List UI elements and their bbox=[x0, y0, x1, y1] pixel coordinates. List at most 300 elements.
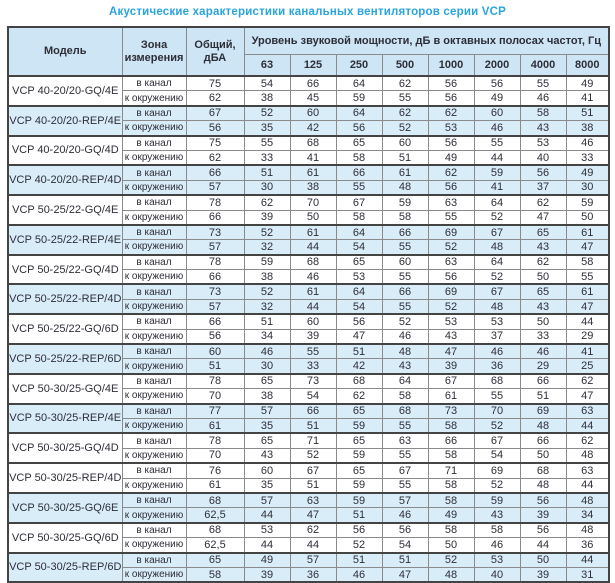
measurement-zone-cell: в канал bbox=[122, 344, 186, 359]
band-level-cell: 56 bbox=[428, 136, 474, 151]
band-level-cell: 55 bbox=[382, 270, 428, 285]
table-row bbox=[8, 165, 609, 180]
band-level-cell: 39 bbox=[520, 508, 566, 523]
band-level-cell: 46 bbox=[474, 344, 520, 359]
model-name-cell: VCP 50-25/22-GQ/6D bbox=[8, 314, 122, 344]
total-dba-cell: 70 bbox=[186, 448, 244, 463]
band-level-cell: 58 bbox=[336, 210, 382, 225]
total-dba-cell: 75 bbox=[186, 136, 244, 151]
band-level-cell: 63 bbox=[566, 404, 609, 419]
band-level-cell: 70 bbox=[290, 195, 336, 210]
band-level-cell: 37 bbox=[474, 329, 520, 344]
table-row bbox=[8, 225, 609, 240]
band-level-cell: 53 bbox=[428, 314, 474, 329]
band-level-cell: 68 bbox=[290, 136, 336, 151]
band-level-cell: 32 bbox=[244, 299, 290, 314]
band-level-cell: 73 bbox=[428, 404, 474, 419]
measurement-zone-cell: к окружению bbox=[122, 210, 186, 225]
total-dba-cell: 56 bbox=[186, 329, 244, 344]
measurement-zone-cell: к окружению bbox=[122, 91, 186, 106]
band-level-cell: 68 bbox=[474, 374, 520, 389]
measurement-zone-cell: к окружению bbox=[122, 508, 186, 523]
band-level-cell: 52 bbox=[428, 299, 474, 314]
band-level-cell: 47 bbox=[566, 240, 609, 255]
band-level-cell: 68 bbox=[290, 255, 336, 270]
band-level-cell: 48 bbox=[474, 240, 520, 255]
band-level-cell: 47 bbox=[520, 210, 566, 225]
band-level-cell: 39 bbox=[428, 359, 474, 374]
column-header-model: Модель bbox=[8, 27, 122, 76]
table-row bbox=[8, 136, 609, 151]
band-level-cell: 49 bbox=[428, 150, 474, 165]
freq-header-63: 63 bbox=[244, 55, 290, 77]
band-level-cell: 60 bbox=[382, 255, 428, 270]
band-level-cell: 55 bbox=[474, 136, 520, 151]
total-dba-cell: 66 bbox=[186, 210, 244, 225]
band-level-cell: 50 bbox=[520, 314, 566, 329]
band-level-cell: 53 bbox=[336, 270, 382, 285]
band-level-cell: 44 bbox=[290, 538, 336, 553]
band-level-cell: 54 bbox=[244, 76, 290, 91]
table-row bbox=[8, 433, 609, 448]
measurement-zone-cell: в канал bbox=[122, 76, 186, 91]
band-level-cell: 62 bbox=[566, 433, 609, 448]
band-level-cell: 63 bbox=[566, 463, 609, 478]
model-name-cell: VCP 40-20/20-GQ/4D bbox=[8, 136, 122, 166]
total-dba-cell: 62,5 bbox=[186, 538, 244, 553]
total-dba-cell: 51 bbox=[186, 359, 244, 374]
band-level-cell: 53 bbox=[428, 121, 474, 136]
band-level-cell: 61 bbox=[428, 389, 474, 404]
measurement-zone-cell: в канал bbox=[122, 195, 186, 210]
band-level-cell: 37 bbox=[520, 180, 566, 195]
band-level-cell: 48 bbox=[474, 299, 520, 314]
band-level-cell: 48 bbox=[428, 567, 474, 582]
band-level-cell: 47 bbox=[382, 567, 428, 582]
model-name-cell: VCP 50-30/25-REP/4D bbox=[8, 463, 122, 493]
band-level-cell: 52 bbox=[244, 284, 290, 299]
measurement-zone-cell: в канал bbox=[122, 225, 186, 240]
measurement-zone-cell: к окружению bbox=[122, 448, 186, 463]
band-level-cell: 55 bbox=[382, 299, 428, 314]
measurement-zone-cell: в канал bbox=[122, 165, 186, 180]
band-level-cell: 60 bbox=[290, 314, 336, 329]
table-row bbox=[8, 553, 609, 568]
band-level-cell: 53 bbox=[474, 553, 520, 568]
total-dba-cell: 57 bbox=[186, 299, 244, 314]
band-level-cell: 50 bbox=[520, 553, 566, 568]
band-level-cell: 62 bbox=[290, 523, 336, 538]
header-row-top bbox=[8, 27, 609, 55]
measurement-zone-cell: в канал bbox=[122, 493, 186, 508]
total-dba-cell: 75 bbox=[186, 76, 244, 91]
band-level-cell: 55 bbox=[336, 180, 382, 195]
band-level-cell: 66 bbox=[382, 284, 428, 299]
band-level-cell: 54 bbox=[290, 389, 336, 404]
total-dba-cell: 62,5 bbox=[186, 508, 244, 523]
total-dba-cell: 62 bbox=[186, 91, 244, 106]
band-level-cell: 38 bbox=[566, 121, 609, 136]
band-level-cell: 58 bbox=[336, 150, 382, 165]
total-dba-cell: 68 bbox=[186, 493, 244, 508]
band-level-cell: 59 bbox=[336, 493, 382, 508]
band-level-cell: 46 bbox=[382, 508, 428, 523]
band-level-cell: 52 bbox=[474, 270, 520, 285]
band-level-cell: 55 bbox=[428, 210, 474, 225]
band-level-cell: 39 bbox=[244, 567, 290, 582]
band-level-cell: 69 bbox=[520, 404, 566, 419]
total-dba-cell: 78 bbox=[186, 255, 244, 270]
band-level-cell: 52 bbox=[474, 478, 520, 493]
band-level-cell: 67 bbox=[336, 195, 382, 210]
band-level-cell: 58 bbox=[428, 478, 474, 493]
band-level-cell: 60 bbox=[290, 106, 336, 121]
band-level-cell: 62 bbox=[566, 374, 609, 389]
band-level-cell: 61 bbox=[566, 284, 609, 299]
band-level-cell: 64 bbox=[336, 76, 382, 91]
band-level-cell: 56 bbox=[520, 493, 566, 508]
band-level-cell: 42 bbox=[290, 121, 336, 136]
band-level-cell: 31 bbox=[566, 567, 609, 582]
band-level-cell: 58 bbox=[566, 255, 609, 270]
band-level-cell: 61 bbox=[290, 284, 336, 299]
band-level-cell: 50 bbox=[520, 270, 566, 285]
band-level-cell: 48 bbox=[520, 418, 566, 433]
table-row bbox=[8, 463, 609, 478]
band-level-cell: 44 bbox=[566, 553, 609, 568]
band-level-cell: 55 bbox=[382, 240, 428, 255]
table-row bbox=[8, 493, 609, 508]
band-level-cell: 51 bbox=[382, 553, 428, 568]
total-dba-cell: 62 bbox=[186, 150, 244, 165]
band-level-cell: 60 bbox=[382, 136, 428, 151]
band-level-cell: 57 bbox=[382, 493, 428, 508]
band-level-cell: 47 bbox=[290, 508, 336, 523]
band-level-cell: 51 bbox=[244, 314, 290, 329]
datasheet-page bbox=[0, 6, 615, 581]
band-level-cell: 46 bbox=[520, 91, 566, 106]
band-level-cell: 63 bbox=[428, 195, 474, 210]
model-name-cell: VCP 40-20/20-REP/4D bbox=[8, 165, 122, 195]
measurement-zone-cell: в канал bbox=[122, 136, 186, 151]
measurement-zone-cell: к окружению bbox=[122, 299, 186, 314]
table-header bbox=[8, 27, 609, 76]
band-level-cell: 53 bbox=[520, 136, 566, 151]
total-dba-cell: 76 bbox=[186, 463, 244, 478]
band-level-cell: 41 bbox=[566, 344, 609, 359]
total-dba-cell: 66 bbox=[186, 314, 244, 329]
band-level-cell: 71 bbox=[428, 463, 474, 478]
band-level-cell: 47 bbox=[428, 344, 474, 359]
total-dba-cell: 66 bbox=[186, 165, 244, 180]
freq-header-250: 250 bbox=[336, 55, 382, 77]
band-level-cell: 56 bbox=[336, 314, 382, 329]
band-level-cell: 67 bbox=[474, 284, 520, 299]
total-dba-cell: 61 bbox=[186, 478, 244, 493]
band-level-cell: 45 bbox=[290, 91, 336, 106]
band-level-cell: 43 bbox=[520, 121, 566, 136]
model-name-cell: VCP 50-30/25-REP/6D bbox=[8, 553, 122, 583]
band-level-cell: 69 bbox=[428, 225, 474, 240]
measurement-zone-cell: в канал bbox=[122, 284, 186, 299]
band-level-cell: 58 bbox=[428, 493, 474, 508]
band-level-cell: 58 bbox=[382, 389, 428, 404]
total-dba-cell: 57 bbox=[186, 180, 244, 195]
band-level-cell: 56 bbox=[428, 91, 474, 106]
table-row bbox=[8, 314, 609, 329]
band-level-cell: 73 bbox=[290, 374, 336, 389]
band-level-cell: 59 bbox=[382, 195, 428, 210]
band-level-cell: 62 bbox=[520, 255, 566, 270]
total-dba-cell: 70 bbox=[186, 389, 244, 404]
band-level-cell: 40 bbox=[474, 567, 520, 582]
band-level-cell: 44 bbox=[290, 240, 336, 255]
band-level-cell: 42 bbox=[336, 359, 382, 374]
band-level-cell: 49 bbox=[474, 91, 520, 106]
band-level-cell: 51 bbox=[382, 150, 428, 165]
band-level-cell: 51 bbox=[336, 553, 382, 568]
measurement-zone-cell: в канал bbox=[122, 314, 186, 329]
band-level-cell: 70 bbox=[474, 404, 520, 419]
band-level-cell: 65 bbox=[336, 255, 382, 270]
measurement-zone-cell: к окружению bbox=[122, 478, 186, 493]
band-level-cell: 44 bbox=[244, 508, 290, 523]
measurement-zone-cell: к окружению bbox=[122, 329, 186, 344]
band-level-cell: 57 bbox=[244, 404, 290, 419]
measurement-zone-cell: к окружению bbox=[122, 180, 186, 195]
band-level-cell: 44 bbox=[474, 150, 520, 165]
measurement-zone-cell: в канал bbox=[122, 433, 186, 448]
model-name-cell: VCP 50-25/22-REP/4D bbox=[8, 284, 122, 314]
total-dba-cell: 78 bbox=[186, 433, 244, 448]
band-level-cell: 38 bbox=[290, 180, 336, 195]
freq-header-500: 500 bbox=[382, 55, 428, 77]
band-level-cell: 55 bbox=[290, 344, 336, 359]
band-level-cell: 62 bbox=[382, 76, 428, 91]
band-level-cell: 33 bbox=[290, 359, 336, 374]
band-level-cell: 39 bbox=[520, 567, 566, 582]
band-level-cell: 52 bbox=[382, 314, 428, 329]
band-level-cell: 56 bbox=[428, 270, 474, 285]
model-name-cell: VCP 50-30/25-GQ/4D bbox=[8, 433, 122, 463]
band-level-cell: 35 bbox=[244, 478, 290, 493]
band-level-cell: 62 bbox=[428, 106, 474, 121]
band-level-cell: 55 bbox=[474, 389, 520, 404]
band-level-cell: 52 bbox=[244, 106, 290, 121]
band-level-cell: 33 bbox=[566, 150, 609, 165]
model-name-cell: VCP 40-20/20-REP/4E bbox=[8, 106, 122, 136]
freq-header-4000: 4000 bbox=[520, 55, 566, 77]
freq-header-1000: 1000 bbox=[428, 55, 474, 77]
band-level-cell: 67 bbox=[474, 225, 520, 240]
band-level-cell: 46 bbox=[566, 136, 609, 151]
band-level-cell: 53 bbox=[474, 314, 520, 329]
table-row bbox=[8, 404, 609, 419]
band-level-cell: 61 bbox=[382, 165, 428, 180]
band-level-cell: 49 bbox=[428, 508, 474, 523]
band-level-cell: 65 bbox=[520, 284, 566, 299]
band-level-cell: 52 bbox=[474, 418, 520, 433]
table-row bbox=[8, 284, 609, 299]
band-level-cell: 35 bbox=[244, 121, 290, 136]
measurement-zone-cell: к окружению bbox=[122, 389, 186, 404]
band-level-cell: 51 bbox=[336, 344, 382, 359]
band-level-cell: 65 bbox=[336, 404, 382, 419]
total-dba-cell: 56 bbox=[186, 121, 244, 136]
total-dba-cell: 61 bbox=[186, 418, 244, 433]
band-level-cell: 56 bbox=[336, 523, 382, 538]
band-level-cell: 61 bbox=[290, 165, 336, 180]
band-level-cell: 43 bbox=[428, 329, 474, 344]
band-level-cell: 55 bbox=[382, 448, 428, 463]
band-level-cell: 55 bbox=[382, 91, 428, 106]
band-level-cell: 48 bbox=[566, 448, 609, 463]
band-level-cell: 51 bbox=[566, 106, 609, 121]
band-level-cell: 62 bbox=[336, 389, 382, 404]
band-level-cell: 47 bbox=[566, 299, 609, 314]
measurement-zone-cell: к окружению bbox=[122, 240, 186, 255]
band-level-cell: 36 bbox=[566, 538, 609, 553]
measurement-zone-cell: в канал bbox=[122, 255, 186, 270]
band-level-cell: 50 bbox=[566, 210, 609, 225]
total-dba-cell: 78 bbox=[186, 374, 244, 389]
band-level-cell: 57 bbox=[244, 493, 290, 508]
band-level-cell: 59 bbox=[474, 493, 520, 508]
band-level-cell: 44 bbox=[520, 538, 566, 553]
band-level-cell: 71 bbox=[290, 433, 336, 448]
band-level-cell: 51 bbox=[336, 508, 382, 523]
band-level-cell: 46 bbox=[244, 344, 290, 359]
band-level-cell: 66 bbox=[336, 165, 382, 180]
band-level-cell: 41 bbox=[566, 91, 609, 106]
band-level-cell: 56 bbox=[336, 121, 382, 136]
total-dba-cell: 67 bbox=[186, 106, 244, 121]
measurement-zone-cell: в канал bbox=[122, 523, 186, 538]
band-level-cell: 52 bbox=[290, 448, 336, 463]
band-level-cell: 66 bbox=[520, 374, 566, 389]
measurement-zone-cell: в канал bbox=[122, 553, 186, 568]
table-row bbox=[8, 195, 609, 210]
table-row bbox=[8, 76, 609, 91]
band-level-cell: 67 bbox=[290, 463, 336, 478]
band-level-cell: 52 bbox=[382, 121, 428, 136]
band-level-cell: 51 bbox=[244, 165, 290, 180]
band-level-cell: 48 bbox=[382, 180, 428, 195]
band-level-cell: 49 bbox=[566, 165, 609, 180]
measurement-zone-cell: в канал bbox=[122, 374, 186, 389]
column-header-spectrum: Уровень звуковой мощности, дБ в октавных полосах частот, Гц bbox=[244, 27, 609, 55]
band-level-cell: 54 bbox=[336, 240, 382, 255]
band-level-cell: 48 bbox=[520, 478, 566, 493]
band-level-cell: 67 bbox=[382, 463, 428, 478]
band-level-cell: 52 bbox=[474, 210, 520, 225]
band-level-cell: 44 bbox=[566, 314, 609, 329]
total-dba-cell: 57 bbox=[186, 240, 244, 255]
band-level-cell: 64 bbox=[336, 225, 382, 240]
model-name-cell: VCP 50-25/22-REP/4E bbox=[8, 225, 122, 255]
band-level-cell: 49 bbox=[566, 76, 609, 91]
measurement-zone-cell: к окружению bbox=[122, 150, 186, 165]
total-dba-cell: 73 bbox=[186, 284, 244, 299]
band-level-cell: 68 bbox=[382, 404, 428, 419]
band-level-cell: 50 bbox=[428, 538, 474, 553]
band-level-cell: 59 bbox=[336, 448, 382, 463]
band-level-cell: 51 bbox=[520, 389, 566, 404]
band-level-cell: 39 bbox=[244, 210, 290, 225]
band-level-cell: 47 bbox=[566, 389, 609, 404]
band-level-cell: 30 bbox=[244, 180, 290, 195]
model-name-cell: VCP 50-30/25-GQ/6D bbox=[8, 523, 122, 553]
band-level-cell: 43 bbox=[474, 508, 520, 523]
band-level-cell: 50 bbox=[520, 448, 566, 463]
band-level-cell: 62 bbox=[520, 195, 566, 210]
band-level-cell: 56 bbox=[428, 180, 474, 195]
band-level-cell: 64 bbox=[336, 284, 382, 299]
band-level-cell: 56 bbox=[382, 523, 428, 538]
band-level-cell: 69 bbox=[474, 463, 520, 478]
band-level-cell: 59 bbox=[336, 91, 382, 106]
band-level-cell: 38 bbox=[244, 270, 290, 285]
band-level-cell: 38 bbox=[244, 91, 290, 106]
band-level-cell: 40 bbox=[520, 150, 566, 165]
band-level-cell: 65 bbox=[336, 433, 382, 448]
band-level-cell: 60 bbox=[244, 463, 290, 478]
total-dba-cell: 77 bbox=[186, 404, 244, 419]
band-level-cell: 56 bbox=[520, 165, 566, 180]
band-level-cell: 58 bbox=[520, 106, 566, 121]
band-level-cell: 64 bbox=[474, 195, 520, 210]
total-dba-cell: 73 bbox=[186, 225, 244, 240]
band-level-cell: 65 bbox=[244, 433, 290, 448]
band-level-cell: 41 bbox=[474, 180, 520, 195]
total-dba-cell: 58 bbox=[186, 567, 244, 582]
band-level-cell: 59 bbox=[474, 165, 520, 180]
band-level-cell: 36 bbox=[474, 359, 520, 374]
band-level-cell: 39 bbox=[290, 329, 336, 344]
column-header-total-dba: Общий, дБА bbox=[186, 27, 244, 76]
band-level-cell: 55 bbox=[382, 478, 428, 493]
model-name-cell: VCP 50-30/25-GQ/4E bbox=[8, 374, 122, 404]
band-level-cell: 67 bbox=[474, 433, 520, 448]
band-level-cell: 44 bbox=[566, 478, 609, 493]
total-dba-cell: 66 bbox=[186, 270, 244, 285]
band-level-cell: 46 bbox=[382, 329, 428, 344]
band-level-cell: 52 bbox=[428, 240, 474, 255]
band-level-cell: 55 bbox=[244, 136, 290, 151]
total-dba-cell: 60 bbox=[186, 344, 244, 359]
measurement-zone-cell: к окружению bbox=[122, 538, 186, 553]
model-name-cell: VCP 50-25/22-GQ/4E bbox=[8, 195, 122, 225]
band-level-cell: 66 bbox=[290, 76, 336, 91]
band-level-cell: 30 bbox=[244, 359, 290, 374]
band-level-cell: 36 bbox=[290, 567, 336, 582]
band-level-cell: 48 bbox=[566, 493, 609, 508]
measurement-zone-cell: к окружению bbox=[122, 418, 186, 433]
band-level-cell: 68 bbox=[336, 374, 382, 389]
band-level-cell: 62 bbox=[382, 106, 428, 121]
band-level-cell: 54 bbox=[336, 299, 382, 314]
table-row bbox=[8, 255, 609, 270]
band-level-cell: 56 bbox=[520, 523, 566, 538]
band-level-cell: 64 bbox=[336, 106, 382, 121]
band-level-cell: 30 bbox=[566, 180, 609, 195]
band-level-cell: 34 bbox=[244, 329, 290, 344]
band-level-cell: 68 bbox=[520, 463, 566, 478]
band-level-cell: 67 bbox=[428, 374, 474, 389]
band-level-cell: 54 bbox=[382, 538, 428, 553]
band-level-cell: 46 bbox=[474, 538, 520, 553]
band-level-cell: 46 bbox=[336, 567, 382, 582]
